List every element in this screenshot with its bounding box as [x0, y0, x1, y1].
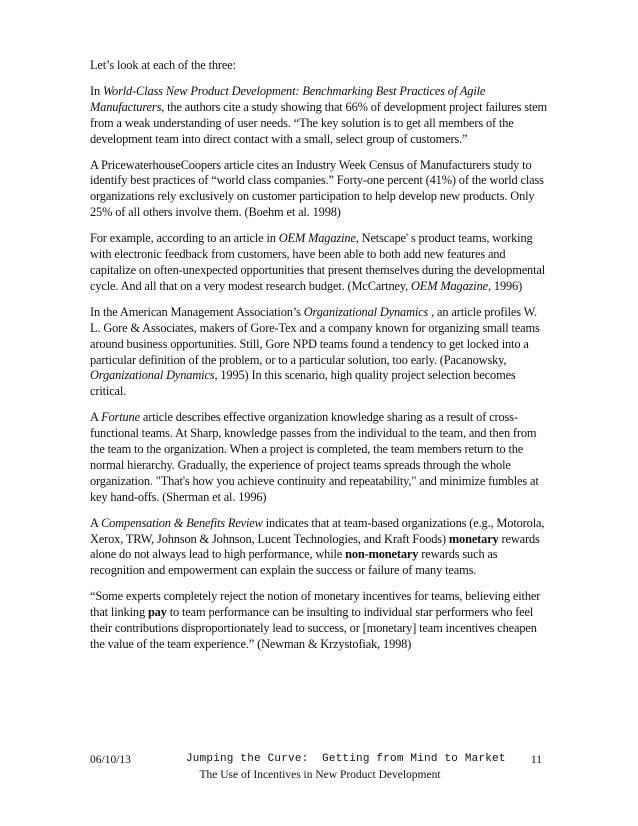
text-run: For example, according to an article in — [90, 231, 279, 246]
footer-date: 06/10/13 — [90, 754, 131, 766]
publication-title: Compensation & Benefits Review — [101, 515, 263, 530]
paragraph-pwc: A PricewaterhouseCoopers article cites an Industry Week Census of Manufacturers study to identify best practices of “world class companies.” Forty-one percent (41%) of the world class organizations rely exclusively on customer participation to help develop new products. Only 25% of all others involve them. (Boehm et al. 1998) — [90, 157, 544, 220]
page-number: 11 — [530, 754, 542, 766]
paragraph-fortune — [90, 410, 550, 505]
text-run: rewards alone do not always lead to high performance, while — [90, 531, 540, 562]
publication-title: Organizational Dynamics — [90, 368, 215, 383]
text-run: “Some experts completely reject the notion of monetary incentives for teams, believing either that linking — [90, 589, 541, 620]
text-run: A — [90, 410, 102, 425]
paragraph-ama-gore — [90, 305, 550, 400]
text-run: indicates that at team-based organizations (e.g., Motorola, Xerox, TRW, Johnson & Johnson, Lucent Technologies, and Kraft Foods) — [90, 515, 545, 546]
text-run: rewards such as recognition and empowerment can explain the success or failure of many teams. — [90, 547, 498, 578]
footer-subtitle: The Use of Incentives in New Product Development — [199, 769, 441, 781]
text-run: article describes effective organization knowledge sharing as a result of cross-functional teams. At Sharp, knowledge passes from the individual to the team, and then from the team to the organization. When a project is completed, the team members return to the normal hierarchy. Gradually, the experience of project teams spreads through the whole organization. "That's how you achieve continuity and repeatability," and minimize fumbles at key hand-offs. (Sherman et al. 1996) — [90, 410, 539, 504]
document-body — [90, 58, 550, 663]
publication-title: OEM Magazine — [278, 231, 356, 246]
text-run: to team performance can be insulting to individual star performers who feel their contributions disproportionately lead to success, or [monetary] team incentives cheapen the value of the team experience.” (Newman & Krzystofiak, 1998) — [90, 605, 537, 651]
publication-title: Fortune — [101, 410, 140, 425]
footer-title: Jumping the Curve: Getting from Mind to Market — [186, 753, 506, 765]
text-run: , 1996) — [488, 278, 523, 293]
text-run: , an article profiles W. L. Gore & Associates, makers of Gore-Tex and a company known for organizing small teams around business opportunities. Still, Gore NPD teams found a tendency to get locked into a particular definition of the problem, or to a particular solution, too early. (Pacanowsky, — [90, 304, 540, 367]
publication-title: Organizational Dynamics — [303, 304, 429, 319]
book-title: World-Class New Product Development: Benchmarking Best Practices of Agile Manufacturers, — [90, 83, 486, 114]
emphasis-monetary: monetary — [448, 531, 499, 546]
text-run: , Netscape' s product teams, working with electronic feedback from customers, have been able to both add new features and capitalize on often-unexpected opportunities that present themselves during the developmental cycle. And all that on a very modest research budget. (McCartney, — [90, 231, 546, 293]
paragraph-quote-newman — [90, 589, 550, 653]
paragraph-oem-magazine — [90, 231, 550, 295]
text-run: , 1995) In this scenario, high quality project selection becomes critical. — [90, 368, 516, 399]
emphasis-pay: pay — [147, 605, 167, 620]
text-run: In — [90, 83, 103, 98]
page-footer — [90, 754, 550, 794]
text-run: A — [90, 515, 102, 530]
paragraph-compensation-review — [90, 516, 550, 580]
publication-title: OEM Magazine — [410, 278, 488, 293]
text-run: In the American Management Association’s — [90, 304, 304, 319]
text-run: the authors cite a study showing that 66% of development project failures stem from a weak understanding of user needs. “The key solution is to get all members of the development team into direct contact with a small, select group of customers.” — [90, 99, 548, 146]
paragraph-world-class — [90, 84, 550, 148]
emphasis-non-monetary: non-monetary — [345, 547, 419, 562]
intro-paragraph: Let’s look at each of the three: — [90, 58, 236, 72]
